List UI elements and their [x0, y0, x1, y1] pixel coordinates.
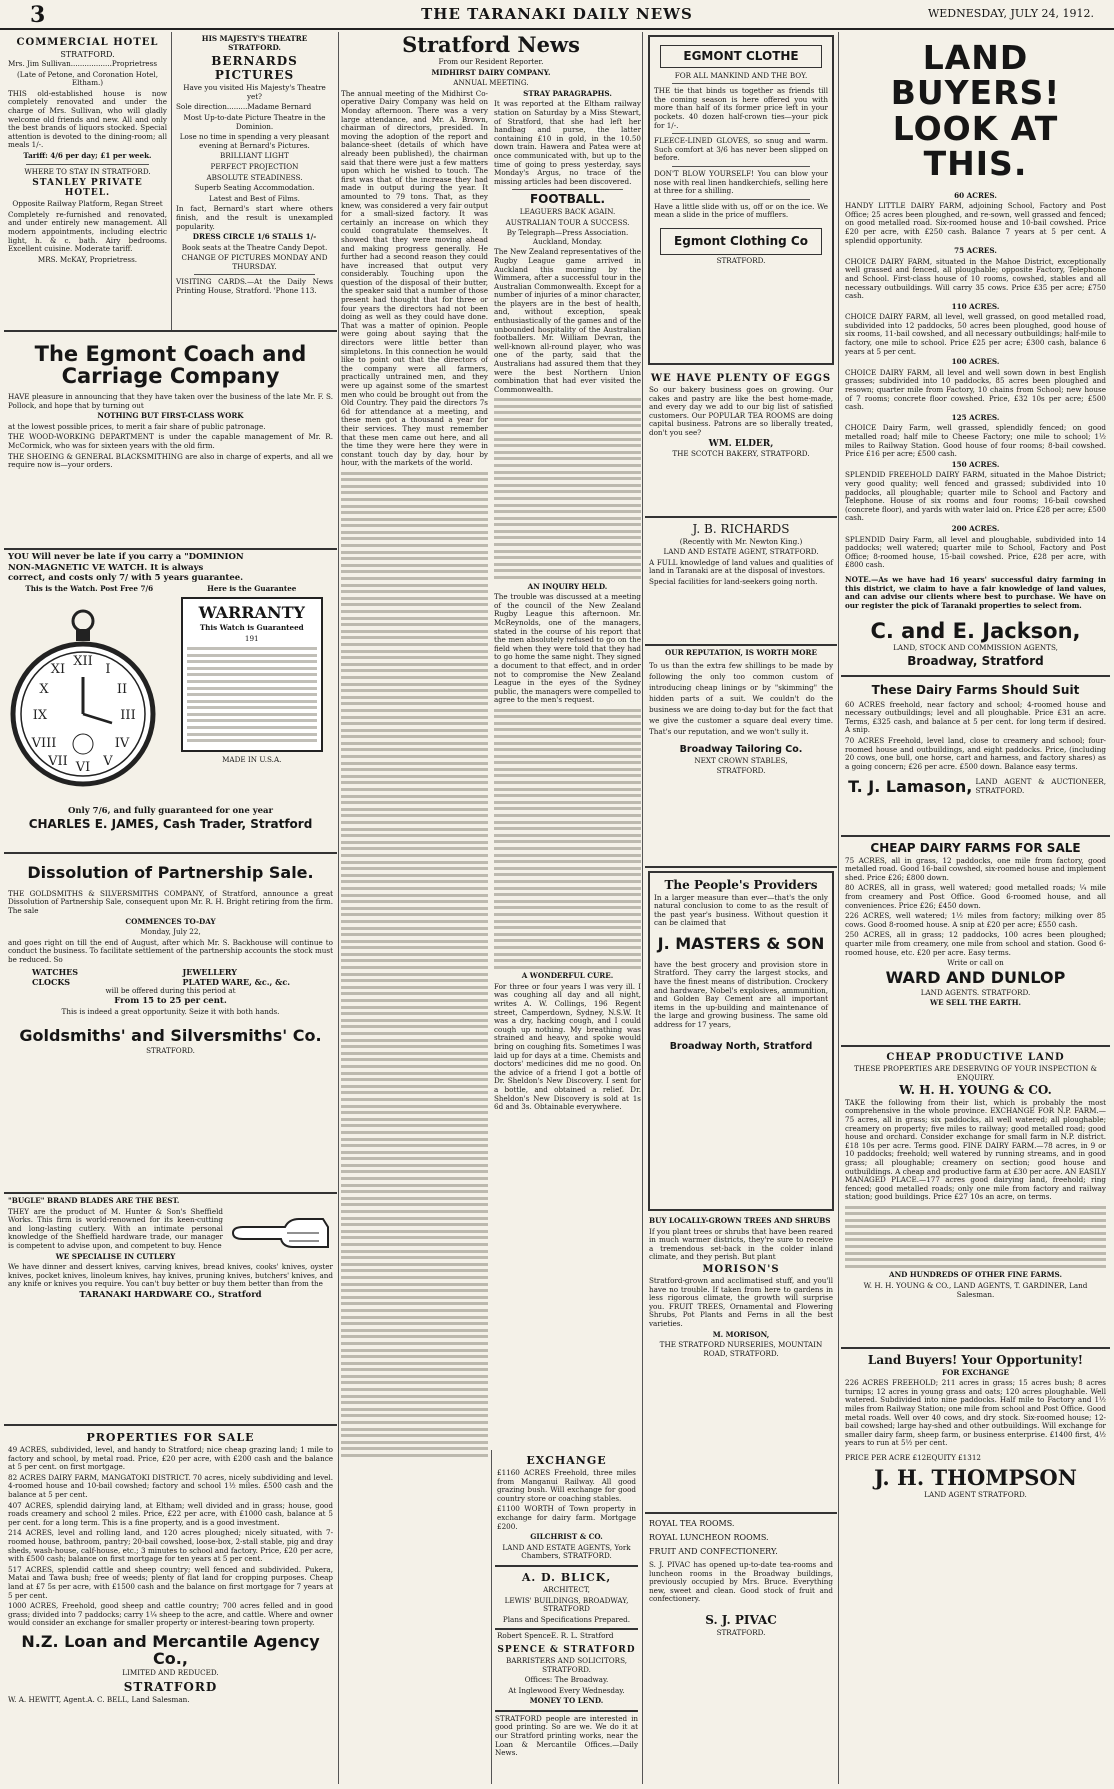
dissolution-offer: will be offered during this period at [105, 985, 236, 995]
suit-title: These Dairy Farms Should Suit [871, 683, 1080, 697]
thompson-name: J. H. THOMPSON [874, 1464, 1077, 1490]
svg-text:XII: XII [73, 654, 93, 670]
divider [26, 164, 149, 165]
egmont-coach-ad [4, 332, 337, 550]
commercial-hotel-location: STRATFORD. [60, 50, 115, 59]
stray-body: It was reported at the Eltham railway station on Saturday by a Miss Stewart, of Stratford, that she had left her handbag and purse, the latter containing £10 in gold, in the 10.50 down train. Hawera and Patea were at once communicated with, but up to the time of going to press yesterday, says Monday's Argus, no trace of the missing articles had been discovered. [494, 99, 641, 186]
farm-desc: CHOICE DAIRY FARM, all level and well sown down in best English grasses; subdivided into 10 paddocks, 85 acres been ploughed and resown; quarter mile from Factory, 10 chains from School; new house of 7 rooms; concrete floor cowshed. Price, £32 10s per acre; £500 cash. [845, 367, 1106, 412]
svg-text:VII: VII [48, 754, 68, 770]
ward-dunlop-sub: LAND AGENTS. STRATFORD. [920, 987, 1031, 997]
pivac-body: S. J. PIVAC has opened up-to-date tea-rooms and luncheon rooms in the Broadway buildings, previously occupied by Mrs. Bruce. Everything new, sweet and clean. Good stock of fruit and confectionery. [649, 1560, 833, 1604]
spence-ad [495, 1630, 638, 1712]
spence-partners [497, 1632, 636, 1643]
thompson-sub2: LAND AGENT STRATFORD. [924, 1489, 1027, 1499]
young-ad [841, 1047, 1110, 1349]
theatre-direction: Sole direction.........Madame Bernard [176, 102, 312, 112]
suit-item: 70 ACRES Freehold, level land, close to creamery and school; four-roomed house and outbuildings, and eight paddocks. Price, (including 20 cows, one bull, one horse, cart and harness, and factory shares) as a going concern; £26 per acre. £500 down. Balance easy terms. [845, 735, 1106, 771]
theatre-booking: Book seats at the Theatre Candy Depot. [181, 242, 328, 252]
egmont-clothe-sub: FOR ALL MANKIND AND THE BOY. [674, 70, 808, 80]
inquiry-heading: AN INQUIRY HELD. [527, 581, 608, 591]
thompson-ad [841, 1349, 1110, 1574]
watch-side [8, 585, 171, 808]
exchange-title: EXCHANGE [526, 1454, 607, 1467]
property-item: 82 ACRES DAIRY FARM, MANGATOKI DISTRICT. 70 acres, nicely subdividing and level. 4-roomed house and 10-bail cowshed; factory and school 1½ miles. £500 cash and the balance at 5 per cent. [8, 1472, 333, 1499]
midhirst-heading: MIDHIRST DAIRY COMPANY. [431, 67, 551, 77]
warranty-sub: This Watch is Guaranteed [199, 623, 304, 633]
nz-loan-salesman: A. C. BELL, Land Salesman. [87, 1695, 190, 1705]
jackson-name: C. and E. Jackson, [870, 619, 1081, 644]
tailoring-sub: NEXT CROWN STABLES, [694, 755, 788, 765]
elder-name: WM. ELDER, [708, 438, 774, 449]
theatre-line: Superb Seating Accommodation. [194, 183, 315, 193]
column-4 [841, 32, 1110, 1784]
nz-loan-limited: LIMITED AND REDUCED. [122, 1668, 219, 1678]
stanley-hotel-title: STANLEY PRIVATE HOTEL. [32, 178, 143, 199]
divider [672, 166, 810, 167]
theatre-note: In fact, Bernard's start where others finish, and the result is unexampled popularity. [176, 204, 333, 231]
guarantee-caption: Here is the Guarantee [207, 583, 297, 593]
masters-name: J. MASTERS & SON [657, 933, 825, 953]
where-to-stay: WHERE TO STAY IN STRATFORD. [24, 166, 151, 176]
spence-name: SPENCE & STRATFORD [497, 1644, 636, 1655]
divider [672, 199, 810, 200]
jackson-sub: LAND, STOCK AND COMMISSION AGENTS, [893, 643, 1058, 653]
properties-ad [4, 1426, 337, 1776]
stratford-news-title: Stratford News [402, 32, 580, 57]
taranaki-hardware: TARANAKI HARDWARE CO., Stratford [79, 1289, 262, 1300]
reputation-ad [645, 646, 837, 868]
egmont-clothe-body: THE tie that binds us together as friends till the coming season is here offered you with more than half of its former price left in your pockets. 40 dozen half-crown ties—your pick for 1/-. [654, 86, 828, 130]
reputation-title: OUR REPUTATION, IS WORTH MORE [665, 648, 817, 657]
egmont-clothing-co: Egmont Clothing Co [660, 228, 822, 255]
egmont-clothing-location: STRATFORD. [716, 255, 766, 265]
watch-caption: This is the Watch. Post Free 7/6 [25, 583, 154, 593]
newspaper-title: THE TARANAKI DAILY NEWS [421, 5, 693, 23]
hotels-theatre-row [4, 32, 337, 332]
morison-body: If you plant trees or shrubs that have been reared in much warmer districts, they're sure to receive a tremendous set-back in the colder inland climate, and they perish. But plant [649, 1226, 833, 1262]
egmont-clothe-ad [648, 35, 834, 365]
cheap-dairy-title: CHEAP DAIRY FARMS FOR SALE [870, 841, 1081, 855]
football-body: The New Zealand representatives of the Rugby League game arrived in Auckland this morning by the Wimmera, after a successful tour in the Australian Commonwealth. Except for a number of injuries of a minor character, the players are in the best of health, and, without exception, speak enthusiastically of the games and of the unbounded hospitality of the Australian footballers. Mr. William Devran, the well-known all-round player, who was one of the party, said that the Australians had assured them that they were the best Northern Union combination that had ever visited the Commonwealth. [494, 247, 641, 394]
morison-name: MORISON'S [702, 1263, 780, 1275]
property-item: 407 ACRES, splendid dairying land, at Eltham; well divided and in grass; house, good roads creamery and school 2 miles. Price, £22 per acre, with £1000 cash, balance at 5 per cent. for a long term. This is a fine property, and is a good investment. [8, 1500, 333, 1527]
farm-acres: 60 ACRES. [954, 190, 997, 200]
goldsmiths-company: Goldsmiths' and Silversmiths' Co. [19, 1026, 322, 1046]
theatre-prices: DRESS CIRCLE 1/6 STALLS 1/- [192, 232, 317, 242]
football-continued [494, 398, 641, 579]
lamason-name: T. J. Lamason, [848, 777, 973, 797]
blick-address: LEWIS' BUILDINGS, BROADWAY, STRATFORD [504, 1595, 629, 1614]
resident-reporter: From our Resident Reporter. [438, 57, 544, 67]
commercial-hotel-tariff: Tariff: 4/6 per day; £1 per week. [23, 150, 152, 160]
spence-right: E. R. L. Stratford [550, 1631, 614, 1641]
svg-text:VIII: VIII [31, 736, 57, 752]
column-rule [642, 32, 643, 1784]
broadway-tailoring: Broadway Tailoring Co. [679, 743, 803, 755]
blick-name: A. D. BLICK, [521, 1570, 612, 1584]
hotel-ads [4, 32, 172, 330]
morison-sub: THE STRATFORD NURSERIES, MOUNTAIN ROAD, STRATFORD. [659, 1340, 823, 1358]
pocket-watch-icon [8, 599, 158, 799]
richards-sub: (Recently with Mr. Newton King.) [679, 536, 803, 546]
farm-acres: 75 ACRES. [954, 246, 997, 256]
article-continued [341, 472, 488, 1457]
printing-notice: STRATFORD people are interested in good printing. So are we. We do it at our Stratford printing works, near the Loan & Mercantile Offices.—Daily News. [495, 1713, 638, 1758]
peoples-providers-ad [648, 871, 834, 1211]
wonderful-cure-body: For three or four years I was very ill. I was coughing all day and all night, writes A. W. Collings, 196 Regent street, Camperdown, Sydney, N.S.W. It was a dry, hacking cough, and I could cough up nothing. My breathing was strained and heavy, and spoke would bring on coughing fits. Sometimes I was laid up for days at a time. Chemists and doctors' medicines did me no good. On the advice of a friend I got a bottle of Dr. Sheldon's New Discovery. I sent for a bottle, and obtained a relief. Dr. Sheldon's New Discovery is sold at 1s 6d and 3s. Obtainable everywhere. [494, 981, 641, 1112]
nz-loan-company: N.Z. Loan and Mercantile Agency Co., [21, 1631, 320, 1668]
lamason-signoff [845, 777, 1106, 798]
farm-acres: 125 ACRES. [951, 412, 1000, 422]
property-item: 1000 ACRES, Freehold, good sheep and cattle country; 700 acres felled and in good grass; divided into 7 paddocks; carry 1¼ sheep to the acre, and cattle. Where and owner would consider an exchange for smaller property or interest-bearing town property. [8, 1601, 333, 1628]
young-continued [845, 1206, 1106, 1268]
stanley-hotel-proprietress: MRS. McKAY, Proprietress. [37, 254, 138, 264]
property-item: 49 ACRES, subdivided, level, and handy to Stratford; nice cheap grazing land; 1 mile to factory and school, by metal road. Price, £20 per acre, with £200 cash and the balance at 5 per cent. on first mortgage. [8, 1445, 333, 1472]
watch-ad-body [8, 585, 333, 808]
watch-ad-line: YOU Will never be late if you carry a "DOMINION [8, 552, 244, 562]
egmont-clothe-body: Have a little slide with us, off or on the ice. We mean a slide in the price of mufflers. [654, 201, 828, 220]
pointing-hand-icon [223, 1197, 333, 1257]
dissolution-body: and goes right on till the end of August, after which Mr. S. Backhouse will continue to conduct the business. To facilitate settlement of the partnership accounts the stock must be reduced. So [8, 937, 333, 964]
farm-acres: 110 ACRES. [951, 301, 1000, 311]
theatre-line: PERFECT PROJECTION [210, 161, 299, 171]
property-item: 214 ACRES, level and rolling land, and 120 acres ploughed; nicely situated, with 7-roomed house, bathroom, pantry; 20-bail cowshed, loose-box, 2-stall stable, pig and dray sheds, wash-house, calf-house, etc.; 3 minutes to school and factory. Price, £20 per acre, with £500 cash; balance on first mortgage for ten years at 5 per cent. [8, 1528, 333, 1564]
morison-ad [645, 1214, 837, 1514]
spence-money: MONEY TO LEND. [529, 1696, 604, 1706]
svg-text:XI: XI [50, 662, 66, 678]
ward-dunlop-slogan: WE SELL THE EARTH. [930, 998, 1021, 1008]
stanley-hotel-body: Completely re-furnished and renovated, and under entirely new management. All modern appointments, including electric light, h. & c. bath. Airy bedrooms. Excellent cuisine. Moderate tariff. [8, 209, 167, 254]
watch-ad-line: correct, and costs only 7/ with 5 years guarantee. [8, 573, 244, 584]
column-rule [338, 32, 339, 1784]
midhirst-article: The annual meeting of the Midhirst Co-operative Dairy Company was held on Monday afternoon. There was a very large attendance, and Mr. A. Brown, chairman of directors, presided. In moving the adoption of the report and balance-sheet (details of which have already been published), the chairman said that there were just a few matters upon which he wished to touch. The first was that of the increase they had made in output during the year. It amounted to 79 tons. That, as they knew, was considered a very fair output for a small-sized factory. It was certainly an increase on which they could congratulate themselves. It showed that they were moving ahead and making progress generally. He further had a second reason they could have increased that output very considerably. Touching upon the question of the disposal of their butter, the speaker said that a number of those present had thought that for three or four years the directors had not been doing as well as they could have done. That was a matter of opinion. People were going about saying that the directors were little better than simpletons. In this connection he would like to point out that the directors of the company were all farmers, practically untrained men, and they were up against some of the smartest men who could be brought out from the Old Country. They paid the directors 7s 6d for attendance at a meeting, and these men got a thousand a year for their services. They must remember that these men came out here, and all the time they were here they were in constant touch day by day, hour by hour, with the markets of the world. [341, 89, 488, 468]
column-rule [838, 32, 839, 1784]
gilchrist-name: GILCHRIST & CO. [530, 1532, 603, 1542]
property-item: 517 ACRES, splendid cattle and sheep country; well fenced and subdivided. Pukera, Matai and Tawa bush; free of weeds; plenty of flat land for cropping purposes. Cheap land at £7 5s per acre, with £1500 cash and the balance on first mortgage for 7 years at 5 per cent. [8, 1564, 333, 1600]
divider [672, 83, 810, 84]
nz-loan-location: STRATFORD [123, 1680, 218, 1695]
dissolution-ad [4, 854, 337, 1194]
leaguers-heading: LEAGUERS BACK AGAIN. [519, 206, 616, 216]
watch-ad-foot: Only 7/6, and fully guaranteed for one year [67, 806, 274, 817]
pivac-location: STRATFORD. [716, 1627, 766, 1637]
news-left [341, 90, 488, 1470]
warranty-heading: WARRANTY [198, 603, 305, 623]
news-columns [341, 90, 641, 1470]
svg-text:IV: IV [114, 736, 130, 752]
svg-text:VI: VI [75, 760, 91, 776]
watch-ad [4, 550, 337, 854]
farm-desc: SPLENDID Dairy Farm, all level and ploughable, subdivided into 14 paddocks; well watered; quarter mile to School, Factory and Post Office; 8-roomed house, 15-bail cowshed. Price, £28 per acre, with £800 cash. [845, 534, 1106, 570]
young-body: TAKE the following from their list, which is probably the most comprehensive in the whole province. EXCHANGE FOR N.P. FARM.—75 acres, all in grass; six paddocks, all well watered; all ploughable; creamery on property; five miles to railway; good metalled road; good house and orchard. Consider exchange for small farm in N.P. district. £18 10s per acre. Terms good. FINE DAIRY FARM.—78 acres, in 9 or 10 paddocks; freehold; well watered by running streams, and in good grass; all ploughable; creamery on section; good house and outbuildings. A cheap and productive farm at £30 per acre. AN EASILY MANAGED PLACE.—177 acres good dairying land, freehold; ring fenced; good metalled roads; only one mile from factory and railway station; good buildings. Price £27 10s an acre, on terms. [845, 1097, 1106, 1202]
bugle-body: THEY are the product of M. Hunter & Son's Sheffield Works. This firm is world-renowned for its keen-cutting and long-lasting cutlery. With an intimate personal knowledge of the Sheffield hardware trade, our manager is competent to advise upon, and competent to buy. Hence [8, 1206, 223, 1250]
warranty-text [187, 647, 318, 742]
inquiry-body: The trouble was discussed at a meeting of the council of the New Zealand Rugby League this afternoon. Mr. McReynolds, one of the managers, stated in the course of his report that the men absolutely refused to go on the field when they were told that they had to go home the same night. They signed a document to that effect, and in order not to compromise the New Zealand League in the eyes of the Sydney public, the managers were compelled to agree to the men's request. [494, 592, 641, 705]
goldsmiths-location: STRATFORD. [146, 1046, 195, 1056]
tailoring-location: STRATFORD. [716, 766, 766, 776]
divider [194, 274, 315, 275]
blick-plans: Plans and Specifications Prepared. [502, 1614, 631, 1624]
svg-text:V: V [103, 754, 113, 770]
svg-text:IX: IX [32, 708, 48, 724]
thompson-body: 226 ACRES FREEHOLD; 211 acres in grass; 15 acres bush; 8 acres turnips; 12 acres in young grass and oats; 120 acres ploughable. Well watered. Subdivided into nine paddocks. Half mile to Factory and 1½ miles from Railway Station; one mile from school and Post Office. Good metal roads. Well over 40 cows, and dry stock. Six-roomed house; 12-bail cowshed; large hay-shed and other outbuildings. Will exchange for smaller dairy farm, sheep farm, or business enterprise. £1400 first, 4½ years to run at 5½ per cent. [845, 1378, 1106, 1448]
egmont-clothe-body: DON'T BLOW YOURSELF! You can blow your nose with real linen handkerchiefs, selling here at three for a shilling. [654, 168, 828, 196]
dairy-farms-suit-ad [841, 677, 1110, 837]
farm-acres: 150 ACRES. [951, 459, 1000, 469]
egmont-clothe-body: FLEECE-LINED GLOVES, so snug and warm. Such comfort at 3/6 has never been slipped on before. [654, 136, 828, 163]
young-sub: THESE PROPERTIES ARE DESERVING OF YOUR INSPECTION & ENQUIRY. [854, 1064, 1097, 1082]
pivac-ad [645, 1514, 837, 1754]
providers-address: Broadway North, Stratford [669, 1040, 813, 1052]
young-signoff: W. H. H. YOUNG & CO., LAND AGENTS, T. GARDINER, Land Salesman. [863, 1281, 1088, 1299]
jackson-note: NOTE.—As we have had 16 years' successful dairy farming in this district, we claim to have a fair knowledge of land values, and can advise our clients where best to purchase. We have on our register the pick of Taranaki properties to select from. [845, 574, 1106, 610]
theatre-line: Lose no time in spending a very pleasant evening at Bernard's Pictures. [179, 132, 330, 150]
young-company: W. H. H. YOUNG & CO. [899, 1083, 1052, 1098]
stanley-hotel-address: Opposite Railway Platform, Regan Street [12, 199, 163, 209]
richards-body: A FULL knowledge of land values and qualities of land in Taranaki are at the disposal of investors. [649, 557, 833, 576]
egmont-clothe-title: EGMONT CLOTHE [660, 45, 822, 68]
young-title: CHEAP PRODUCTIVE LAND [886, 1052, 1065, 1063]
guarantee-side [171, 585, 334, 808]
farm-desc: SPLENDID FREEHOLD DAIRY FARM, situated in the Mahoe District; very good quality; well fenced and grassed; subdivided into 10 paddocks, all ploughable; quarter mile to School and Factory and Telephone. House of six rooms and four rooms; 16-bail cowshed (concrete floor), and yards with water laid on. Price £28 per acre; £500 cash. [845, 470, 1106, 523]
divider [672, 133, 810, 134]
theatre-tagline: Have you visited His Majesty's Theatre yet? [183, 83, 326, 101]
egmont-coach-body: THE SHOEING & GENERAL BLACKSMITHING are also in charge of experts, and all we require now is—your orders. [8, 451, 333, 470]
warranty-year: 191 [244, 633, 259, 643]
cheap-dairy-item: 75 ACRES, all in grass, 12 paddocks, one mile from factory, good metalled road. Good 16-bail cowshed, six-roomed house and implement shed. Price £26; £800 down. [845, 855, 1106, 882]
cheap-dairy-item: 250 ACRES, all in grass; 12 paddocks, 100 acres been ploughed; quarter mile from creamery, one mile from school and station. Good 6-roomed house, etc. £20 per acre. Easy terms. [845, 930, 1106, 957]
svg-text:I: I [105, 662, 111, 678]
made-in: MADE IN U.S.A. [222, 754, 282, 764]
theatre-line: BRILLIANT LIGHT [220, 151, 289, 161]
nz-loan-agent: W. A. HEWITT, Agent. [8, 1695, 88, 1705]
richards-ad [645, 518, 837, 646]
spence-inglewood: At Inglewood Every Wednesday. [508, 1685, 625, 1695]
column-3 [645, 32, 837, 1784]
watch-ad-seller: CHARLES E. JAMES, Cash Trader, Stratford [28, 816, 313, 831]
dissolution-items [8, 967, 333, 987]
richards-name: J. B. RICHARDS [692, 522, 790, 536]
blick-ad [495, 1567, 638, 1630]
dissolution-discount: From 15 to 25 per cent. [114, 996, 227, 1007]
look-at-this: LOOK AT THIS. [892, 109, 1059, 183]
farm-desc: HANDY LITTLE DAIRY FARM, adjoining School, Factory and Post Office; 25 acres been ploughed, and re-sown, well grassed and fenced; on good metalled road. Six-roomed house and 10-bail cowshed. Price £20 per acre, with £250 cash. Balance 7 years at 5 per cent. A splendid opportunity. [845, 201, 1106, 245]
land-buyers-ad [841, 32, 1110, 677]
cheap-dairy-item: 80 ACRES, all in grass, well watered; good metalled roads; ¼ mile from creamery and Post Office. Good 6-roomed house, and all conveniences. Price £26; £450 down. [845, 883, 1106, 910]
commercial-hotel-title: COMMERCIAL HOTEL [16, 37, 159, 48]
cheap-dairy-write: Write or call on [947, 958, 1004, 968]
egmont-coach-body: HAVE pleasure in announcing that they have taken over the business of the late Mr. F. S. Pollock, and hope that by turning out [8, 392, 333, 410]
exchange-ad [495, 1450, 638, 1567]
providers-body: have the best grocery and provision store in Stratford. They carry the largest stocks, and have the finest means of distribution. Crockery and hardware, Nobel's explosives, ammunition, and Golden Bay Cement are all important items in the up-building and maintenance of the large and growing business. The same old address for 17 years, [654, 959, 828, 1029]
suit-item: 60 ACRES freehold, near factory and school; 4-roomed house and necessary outbuildings; level and all ploughable. Price £31 an acre. Terms, £325 cash, and balance at 5 per cent. for long term if desired. A snip. [845, 699, 1106, 735]
providers-title: The People's Providers [664, 878, 818, 892]
richards-role: LAND AND ESTATE AGENT, STRATFORD. [663, 547, 819, 557]
items-left: WATCHES CLOCKS [32, 966, 78, 987]
annual-meeting: ANNUAL MEETING. [453, 78, 529, 88]
issue-date: WEDNESDAY, JULY 24, 1912. [927, 7, 1094, 20]
eggs-ad [645, 368, 837, 518]
visiting-cards: VISITING CARDS.—At the Daily News Printing House, Stratford. 'Phone 113. [176, 277, 333, 296]
properties-title: PROPERTIES FOR SALE [86, 1431, 255, 1444]
eggs-title: WE HAVE PLENTY OF EGGS [650, 373, 832, 384]
farm-acres: 100 ACRES. [951, 357, 1000, 367]
bugle-specialise: WE SPECIALISE IN CUTLERY [55, 1251, 176, 1261]
warranty-certificate [181, 597, 324, 751]
column-1 [4, 32, 337, 1784]
morison-title: BUY LOCALLY-GROWN TREES AND SHRUBS [649, 1216, 831, 1225]
column-2 [341, 32, 641, 1784]
bugle-body: We have dinner and dessert knives, carving knives, bread knives, cooks' knives, oyster knives, pocket knives, linoleum knives, hay knives, pruning knives, butchers' knives, and any knife or knives you require. You can't buy better or buy them better than from the [8, 1262, 333, 1289]
thompson-equity: EQUITY £1312 [926, 1452, 981, 1462]
lamason-sub: LAND AGENT & AUCTIONEER, STRATFORD. [975, 777, 1106, 795]
dissolution-body: THE GOLDSMITHS & SILVERSMITHS COMPANY, of Stratford, announce a great Dissolution of Partnership Sale, consequent upon Mr. R. H. Bright retiring from the firm. The sale [8, 888, 333, 915]
theatre-name: BERNARDS PICTURES [211, 54, 298, 83]
morison-owner: M. MORISON, [712, 1329, 770, 1339]
dissolution-date: Monday, July 22, [140, 927, 201, 937]
telegraph-line: By Telegraph—Press Association. Auckland, Monday. [506, 228, 629, 246]
nz-loan-signoff [8, 1696, 333, 1707]
bugle-blades-ad [4, 1194, 337, 1426]
thompson-title: Land Buyers! Your Opportunity! [867, 1353, 1084, 1367]
spence-left: Robert Spence [497, 1631, 551, 1641]
egmont-coach-title: The Egmont Coach and Carriage Company [34, 342, 307, 389]
farm-desc: CHOICE Dairy Farm, well grassed, splendidly fenced; on good metalled road; half mile to Cheese Factory; one mile to school; 1½ miles to Railway Station. Good house of four rooms; 8-bail cowshed. Price £16 per acre; £500 cash. [845, 423, 1106, 459]
blick-role: ARCHITECT, [543, 1584, 590, 1594]
cheap-dairy-item: 226 ACRES, well watered; 1½ miles from factory; milking over 85 cows. Good 8-roomed house. A snip at £20 per acre; £550 cash. [845, 911, 1106, 929]
bugle-title: "BUGLE" BRAND BLADES ARE THE BEST. [8, 1196, 180, 1205]
pivac-name: S. J. PIVAC [705, 1612, 777, 1627]
theatre-change: CHANGE OF PICTURES MONDAY AND THURSDAY. [181, 253, 328, 271]
egmont-coach-body: at the lowest possible prices, to merit a fair share of public patronage. [8, 421, 266, 431]
cheap-dairy-ad [841, 837, 1110, 1047]
tour-heading: AUSTRALIAN TOUR A SUCCESS. [505, 217, 630, 227]
divider [512, 189, 623, 190]
col2-ads [491, 1450, 641, 1784]
farm-desc: CHOICE DAIRY FARM, situated in the Mahoe District, exceptionally well grassed and fenced, all ploughable; opposite Factory, Telephone and School. First-class house of 10 rooms, cowshed, stables and all necessary outbuildings. Will carry 35 cows. Price £35 per acre; £750 cash. [845, 256, 1106, 301]
theatre-ad [172, 32, 337, 330]
egmont-coach-emphasis: NOTHING BUT FIRST-CLASS WORK [97, 411, 244, 421]
news-right [494, 90, 641, 1470]
jackson-location: Broadway, Stratford [907, 653, 1044, 668]
stray-heading: STRAY PARAGRAPHS. [523, 89, 612, 98]
elder-sub: THE SCOTCH BAKERY, STRATFORD. [672, 449, 810, 459]
richards-special: Special facilities for land-seekers going north. [649, 576, 818, 586]
dissolution-commences: COMMENCES TO-DAY [125, 916, 216, 926]
eggs-body: So our bakery business goes on growing. Our cakes and pastry are like the best home-made, and every day we add to our big list of satisfied customers. Our POPULAR TEA ROOMS are doing capital business. Patrons are so liberally treated, don't you see? [649, 385, 833, 437]
providers-body: In a larger measure than ever—that's the only natural conclusion to come to as the result of the past year's business. Without question it can be claimed that [654, 892, 828, 928]
exchange-item: £1100 WORTH of Town property in exchange for dairy farm. Mortgage £200. [497, 1504, 636, 1531]
theatre-line: Most Up-to-date Picture Theatre in the Dominion. [183, 112, 326, 131]
theatre-line: Latest and Best of Films. [209, 193, 300, 203]
wonderful-cure-heading: A WONDERFUL CURE. [521, 971, 614, 981]
young-hundreds: AND HUNDREDS OF OTHER FINE FARMS. [889, 1270, 1062, 1280]
pivac-lines: ROYAL TEA ROOMS. ROYAL LUNCHEON ROOMS. FRUIT AND CONFECTIONERY. [649, 1519, 778, 1556]
dissolution-closing: This is indeed a great opportunity. Seize it with both hands. [61, 1006, 280, 1016]
commercial-hotel-proprietor: Mrs. Jim Sullivan..................Proprietress [8, 59, 158, 68]
masthead [0, 0, 1114, 30]
page-number: 3 [30, 2, 46, 28]
commercial-hotel-body: THIS old-established house is now completely renovated and under the charge of Mrs. Sullivan, who will gladly welcome old friends and new. All and only the best brands of liquors stocked. Special attention is devoted to the dining-room; all meals 1/-. [8, 88, 167, 150]
inquiry-continued [494, 709, 641, 969]
morison-body: Stratford-grown and acclimatised stuff, and you'll have no trouble. If taken from here to gardens in less rigorous climate, the growth will surprise you. FRUIT TREES, Ornamental and Flowering Shrubs, Pot Plants and Ferns in all the best varieties. [649, 1275, 833, 1328]
thompson-sub: FOR EXCHANGE [941, 1367, 1010, 1377]
reputation-body: To us than the extra few shillings to be made by following the only too common custom of introducing cheap linings or by "skimming" the hidden parts of a suit. We couldn't do the business we are doing to-day but for the fact that we give the customer a square deal every time. That's our reputation, and we won't sully it. [649, 660, 833, 736]
spence-role: BARRISTERS AND SOLICITORS, STRATFORD. [505, 1655, 628, 1674]
watch-ad-line: NON-MAGNETIC VE WATCH. It is always [8, 562, 204, 573]
farm-acres: 200 ACRES. [951, 523, 1000, 533]
items-right: JEWELLERY PLATED WARE, &c., &c. [182, 966, 291, 987]
svg-text:III: III [120, 708, 136, 724]
theatre-title: HIS MAJESTY'S THEATRE STRATFORD. [201, 34, 308, 52]
spence-offices: Offices: The Broadway. [524, 1675, 609, 1685]
football-heading: FOOTBALL. [529, 192, 606, 207]
gilchrist-sub: LAND AND ESTATE AGENTS, York Chambers, STRATFORD. [502, 1542, 631, 1561]
thompson-price: PRICE PER ACRE £12 [845, 1452, 927, 1462]
commercial-hotel-late: (Late of Petone, and Coronation Hotel, Eltham.) [16, 69, 159, 88]
land-buyers-title: LAND BUYERS! [890, 38, 1061, 112]
farm-desc: CHOICE DAIRY FARM, all level, well grassed, on good metalled road, subdivided into 12 paddocks, 50 acres been ploughed, good house of six rooms, 11-bail cowshed, and all necessary outbuildings; half-mile to factory, one mile to school. Price £25 per acre; £300 cash, balance 6 years at 5 per cent. [845, 312, 1106, 356]
egmont-coach-body: THE WOOD-WORKING DEPARTMENT is under the capable management of Mr. R. McCormick, who was for sixteen years with the old firm. [8, 432, 333, 451]
ward-dunlop-name: WARD AND DUNLOP [885, 967, 1066, 987]
thompson-prices [845, 1454, 1106, 1465]
svg-text:II: II [116, 682, 128, 698]
theatre-line: ABSOLUTE STEADINESS. [206, 172, 303, 182]
dissolution-title: Dissolution of Partnership Sale. [27, 863, 314, 882]
svg-text:X: X [39, 682, 49, 698]
exchange-item: £1160 ACRES Freehold, three miles from Manganui Railway. All good grazing bush. Will exchange for good country store or coaching stables. [497, 1468, 636, 1503]
